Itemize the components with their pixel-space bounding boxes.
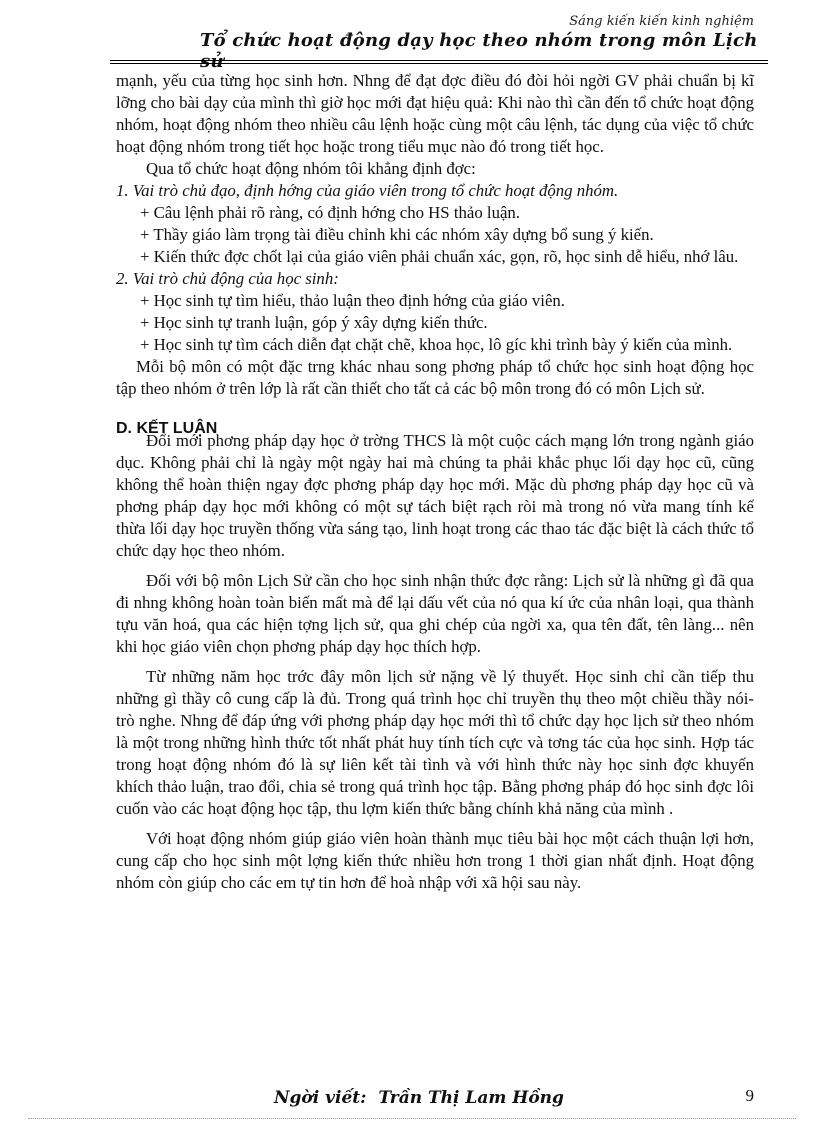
bullet-item: + Thầy giáo làm trọng tài điều chỉnh khi các nhóm xây dựng bổ sung ý kiến. bbox=[140, 225, 654, 244]
header-divider bbox=[110, 60, 768, 64]
document-body bbox=[116, 70, 754, 894]
paragraph: Với hoạt động nhóm giúp giáo viên hoàn thành mục tiêu bài học một cách thuận lợi hơn, cung cấp cho học sinh một lợng kiến thức nhiều hơn trong 1 thời gian nhất định. Hoạt động nhóm còn giúp cho các em tự tin hơn để hoà nhập với xã hội sau này. bbox=[116, 829, 754, 892]
paragraph: Từ những năm học trớc đây môn lịch sử nặng về lý thuyết. Học sinh chỉ cần tiếp thu những gì thầy cô cung cấp là đủ. Trong quá trình học chỉ truyền thụ theo một chiều thầy nói- trò nghe. Nhng để đáp ứng với phơng pháp dạy học mới thì tổ chức dạy học lịch sử theo nhóm là một trong những hình thức tốt nhất phát huy tính tích cực và tơng tác của học sinh. Hợp tác trong hoạt động nhóm đó là sự liên kết tài tình và với hình thức này học sinh đợc khuyến khích thảo luận, trao đổi, chia sẻ trong quá trình học tập. Bằng phơng pháp đó học sinh đợc lôi cuốn vào các hoạt động học tập, thu lợm kiến thức bằng chính khả năng của mình . bbox=[116, 667, 754, 818]
bullet-item: + Kiến thức đợc chốt lại của giáo viên phải chuẩn xác, gọn, rõ, học sinh dễ hiểu, nhớ lâu. bbox=[140, 247, 739, 266]
page-footer bbox=[116, 1088, 754, 1114]
bullet-item: + Học sinh tự tìm cách diễn đạt chặt chẽ, khoa học, lô gíc khi trình bày ý kiến của mình. bbox=[140, 335, 733, 354]
footer-divider bbox=[28, 1118, 796, 1119]
header-title: Tổ chức hoạt động dạy học theo nhóm trong môn Lịch sử bbox=[200, 30, 758, 72]
subheading: 1. Vai trò chủ đạo, định hớng của giáo viên trong tổ chức hoạt động nhóm. bbox=[116, 181, 619, 200]
paragraph: Đổi mới phơng pháp dạy học ở trờng THCS là một cuộc cách mạng lớn trong ngành giáo dục. Không phải chỉ là ngày một ngày hai mà chúng ta phải khắc phục lối dạy học cũ, cũng không thể hoàn thiện ngay đợc phơng pháp dạy học mới. Mặc dù phơng pháp dạy học cũ và phơng pháp dạy học mới không có một sự tách biệt rạch ròi mà trong nó vừa mang tính kế thừa lối dạy học truyền thống vừa sáng tạo, linh hoạt trong các thao tác đặc biệt là cách thức tổ chức dạy học theo nhóm. bbox=[116, 431, 754, 560]
paragraph: Đối với bộ môn Lịch Sử cần cho học sinh nhận thức đợc rằng: Lịch sử là những gì đã qua đi nhng không hoàn toàn biến mất mà để lại dấu vết của nó qua kí ức của nhân loại, qua thành tựu văn hoá, qua các hiện tợng lịch sử, qua ghi chép của ngời xa, qua tên đất, tên làng... nên khi học giáo viên chọn phơng pháp dạy học thích hợp. bbox=[116, 571, 754, 656]
bullet-item: + Câu lệnh phải rõ ràng, có định hớng cho HS thảo luận. bbox=[140, 203, 520, 222]
author-signature bbox=[274, 1088, 564, 1108]
page-number: 9 bbox=[745, 1086, 754, 1105]
section-heading: D. KẾT LUẬN bbox=[116, 420, 218, 437]
bullet-item: + Học sinh tự tranh luận, góp ý xây dựng kiến thức. bbox=[140, 313, 488, 332]
paragraph: Mỗi bộ môn có một đặc trng khác nhau song phơng pháp tổ chức học sinh hoạt động học tập theo nhóm ở trên lớp là rất cần thiết cho tất cả các bộ môn trong đó có môn Lịch sử. bbox=[116, 357, 754, 398]
author-label: Ngời viết: bbox=[274, 1088, 367, 1108]
paragraph: Qua tổ chức hoạt động nhóm tôi khẳng định đợc: bbox=[146, 159, 476, 178]
bullet-item: + Học sinh tự tìm hiểu, thảo luận theo định hớng của giáo viên. bbox=[140, 291, 565, 310]
header-subtitle: Sáng kiến kiến kinh nghiệm bbox=[569, 14, 754, 29]
paragraph: mạnh, yếu của từng học sinh hơn. Nhng để đạt đợc điều đó đòi hỏi ngời GV phải chuẩn bị kĩ lỡng cho bài dạy của mình thì giờ học mới đạt hiệu quả: Khi nào thì cần đến tổ chức hoạt động nhóm, hoạt động nhóm theo nhiều câu lệnh hoặc cùng một câu lệnh, tác dụng của việc tổ chức hoạt động nhóm trong tiết học hoặc trong tiểu mục nào đó trong tiết học. bbox=[116, 71, 754, 156]
author-name: Trần Thị Lam Hồng bbox=[378, 1088, 564, 1108]
subheading: 2. Vai trò chủ động của học sinh: bbox=[116, 269, 339, 288]
